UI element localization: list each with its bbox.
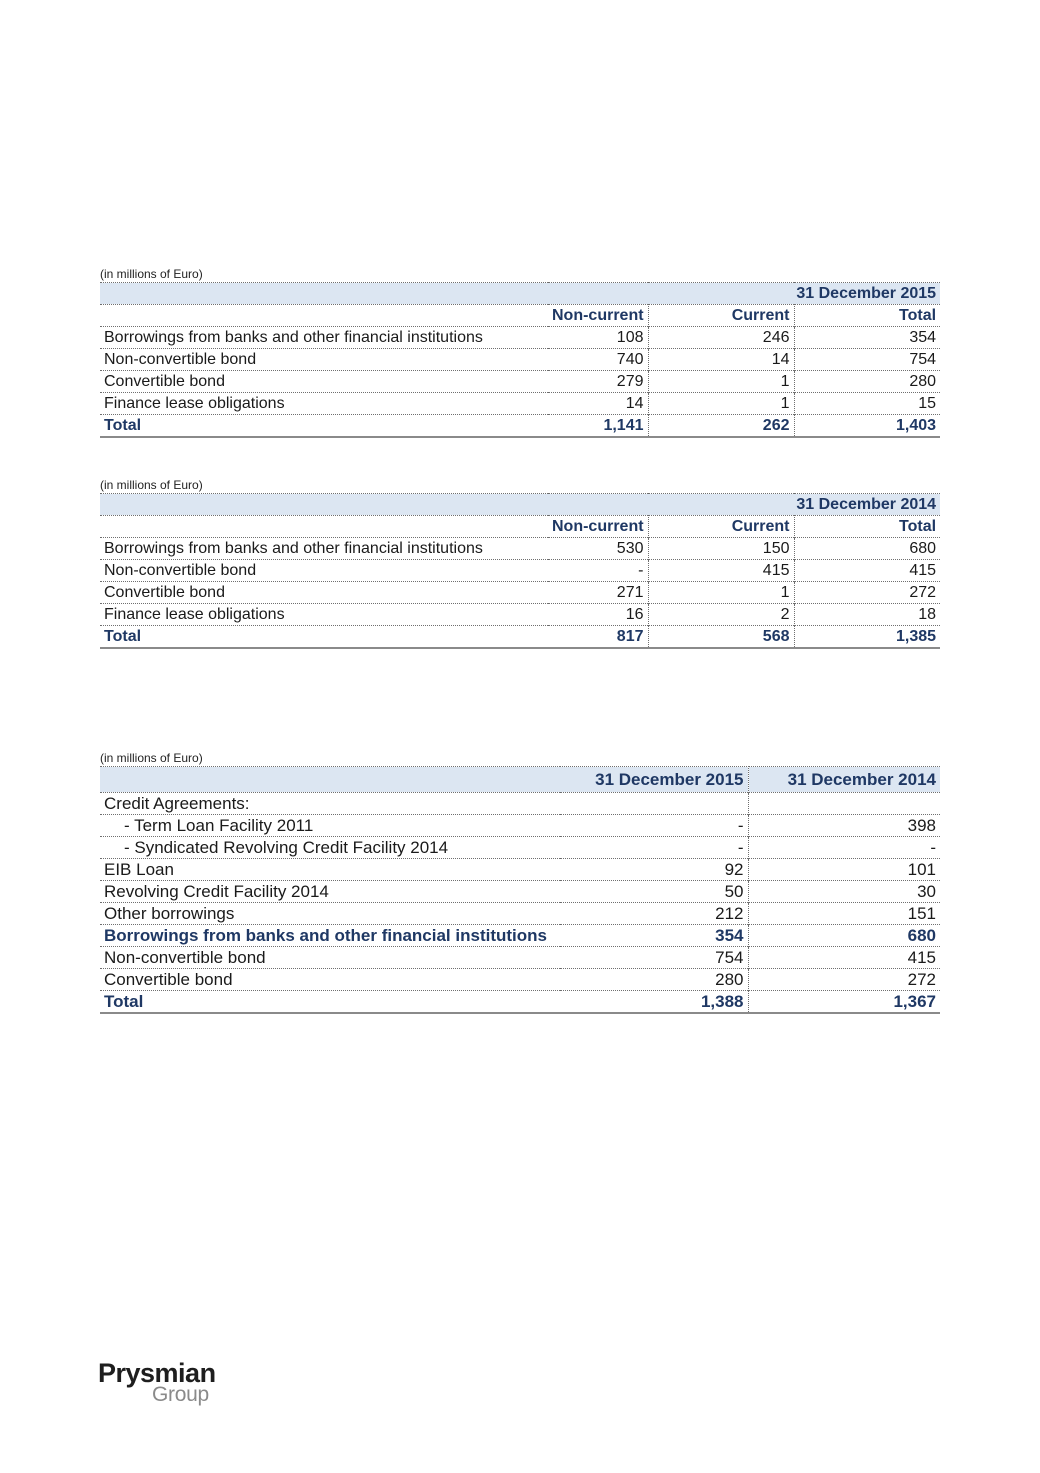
cell-2014: 101 [907,859,936,879]
total-2014: 1,367 [748,991,940,1014]
cell-2014 [748,793,940,815]
cell-2014: 415 [907,947,936,967]
total-current: 262 [648,415,794,438]
table-row [100,560,940,582]
row-label: Finance lease obligations [104,394,285,412]
cell-current: 2 [648,604,794,626]
cell-current: 415 [648,560,794,582]
cell-2015: 354 [560,925,748,947]
table-row [100,815,940,837]
cell-total: 272 [909,583,937,601]
cell-2015: 754 [560,947,748,969]
total-row [100,415,940,438]
total-label: Total [100,415,548,438]
table-row [100,327,940,349]
row-label: Credit Agreements: [104,793,250,813]
row-label: Finance lease obligations [104,605,285,623]
table-row [100,604,940,626]
total-noncurrent: 817 [548,626,648,649]
cell-current: 150 [648,538,794,560]
logo-subtitle: Group [152,1383,209,1406]
cell-total: 15 [918,394,937,412]
cell-current: 1 [648,371,794,393]
row-label: Convertible bond [104,372,225,390]
row-label: Non-convertible bond [104,350,257,368]
total-row [100,626,940,649]
cell-2015: 212 [560,903,748,925]
total-row [100,991,940,1014]
cell-2014: 151 [907,903,936,923]
table-row [100,793,940,815]
cell-noncurrent: 271 [548,582,648,604]
borrowings-2014-table [100,493,940,649]
cell-2015: - [560,837,748,859]
cell-2014: 272 [907,969,936,989]
row-label: EIB Loan [104,859,174,879]
row-label: Non-convertible bond [104,561,257,579]
cell-2015 [560,793,748,815]
logo-wordmark: Prysmian [98,1358,216,1388]
unit-note: (in millions of Euro) [100,478,203,492]
table-row [100,859,940,881]
column-header-row [100,516,940,538]
col-noncurrent: Non-current [548,305,648,327]
cell-2015: 280 [560,969,748,991]
cell-2015: - [560,815,748,837]
table-row [100,837,940,859]
row-label: Other borrowings [104,903,235,923]
table-row [100,393,940,415]
column-header-row [100,305,940,327]
col-2014: 31 December 2014 [748,767,940,793]
table-row [100,881,940,903]
period-band [100,283,940,305]
cell-total: 754 [909,350,937,368]
col-2015: 31 December 2015 [560,767,748,793]
total-total: 1,403 [794,415,940,438]
table-row [100,582,940,604]
table-row [100,349,940,371]
cell-current: 1 [648,393,794,415]
borrowings-detail-table [100,766,940,1014]
period-header: 31 December 2014 [100,494,940,516]
row-label: Convertible bond [104,969,233,989]
total-label: Total [100,626,548,649]
cell-noncurrent: 108 [548,327,648,349]
cell-noncurrent: - [548,560,648,582]
col-total: Total [899,306,937,324]
col-current: Current [648,516,794,538]
table-row [100,903,940,925]
cell-total: 280 [909,372,937,390]
label-header [100,305,548,327]
label-header [100,767,560,793]
table-row [100,947,940,969]
cell-2015: 92 [560,859,748,881]
total-current: 568 [648,626,794,649]
table-row [100,969,940,991]
cell-2014: 30 [917,881,936,901]
total-total: 1,385 [794,626,940,649]
row-label: Revolving Credit Facility 2014 [104,881,329,901]
row-label: Borrowings from banks and other financial institutions [104,925,547,945]
total-noncurrent: 1,141 [548,415,648,438]
cell-total: 18 [918,605,937,623]
cell-current: 1 [648,582,794,604]
cell-noncurrent: 530 [548,538,648,560]
table-row [100,538,940,560]
col-current: Current [648,305,794,327]
cell-2015: 50 [560,881,748,903]
period-header: 31 December 2015 [100,283,940,305]
row-label: Borrowings from banks and other financial institutions [104,539,483,557]
total-label: Total [100,991,560,1014]
borrowings-2015-block [100,266,940,438]
unit-note: (in millions of Euro) [100,751,203,765]
column-header-row [100,767,940,793]
row-label: - Term Loan Facility 2011 [124,815,314,835]
cell-2014: 398 [907,815,936,835]
row-label: - Syndicated Revolving Credit Facility 2014 [124,837,449,857]
unit-note: (in millions of Euro) [100,267,203,281]
col-noncurrent: Non-current [548,516,648,538]
cell-current: 246 [648,327,794,349]
borrowings-2014-block [100,477,940,649]
borrowings-2015-table [100,282,940,438]
total-2015: 1,388 [560,991,748,1014]
row-label: Convertible bond [104,583,225,601]
cell-noncurrent: 740 [548,349,648,371]
row-label: Non-convertible bond [104,947,266,967]
subtotal-row [100,925,940,947]
table-row [100,371,940,393]
col-total: Total [899,517,937,535]
cell-2014: 680 [907,925,936,945]
cell-noncurrent: 14 [548,393,648,415]
prysmian-group-logo [98,1358,238,1418]
label-header [100,516,548,538]
cell-total: 680 [909,539,937,557]
cell-current: 14 [648,349,794,371]
cell-2014: - [930,837,936,857]
borrowings-detail-block [100,750,940,1014]
cell-total: 415 [909,561,937,579]
cell-noncurrent: 279 [548,371,648,393]
cell-noncurrent: 16 [548,604,648,626]
period-band [100,494,940,516]
row-label: Borrowings from banks and other financial institutions [104,328,483,346]
cell-total: 354 [909,328,937,346]
